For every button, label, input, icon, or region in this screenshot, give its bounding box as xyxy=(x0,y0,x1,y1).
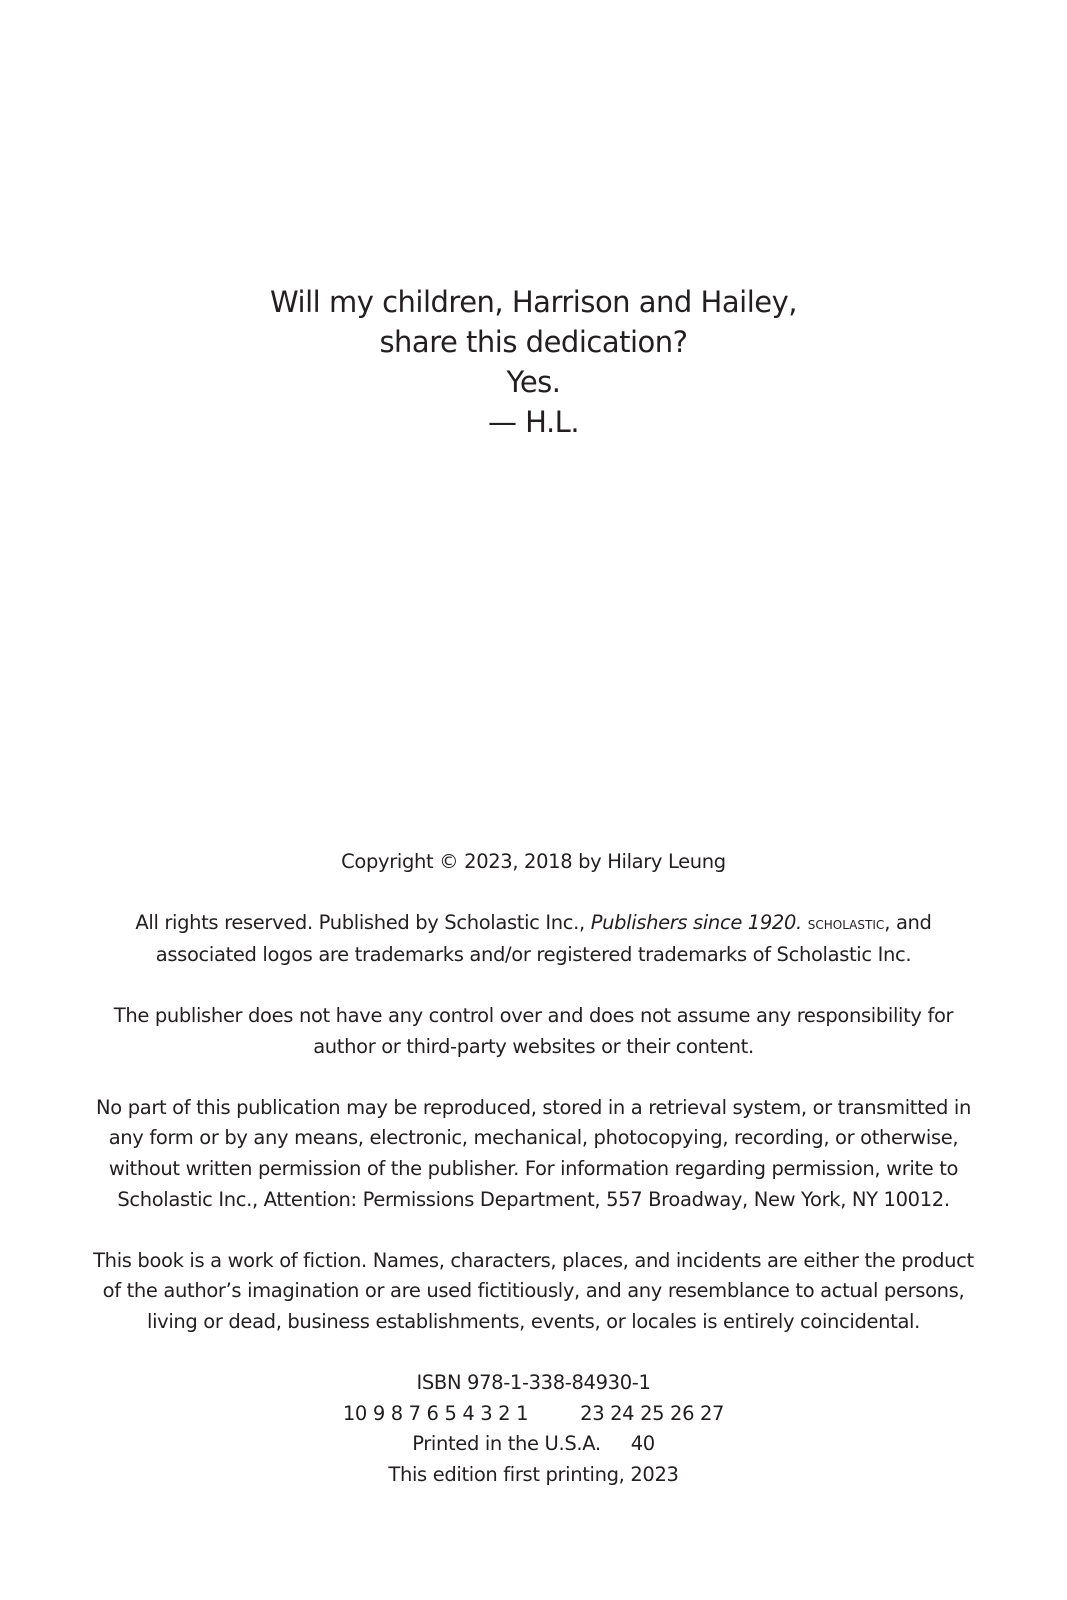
print-line xyxy=(0,1399,1067,1430)
edition-line: This edition first printing, 2023 xyxy=(388,1462,679,1486)
publisher-trademark: scholastic xyxy=(807,914,885,934)
rights-text: All rights reserved. Published by Scholastic Inc., xyxy=(135,911,591,935)
dedication-line: Yes. xyxy=(506,365,561,399)
reproduction-paragraph xyxy=(0,1093,1067,1215)
paragraph-line: Scholastic Inc., Attention: Permissions Department, 557 Broadway, New York, NY 10012. xyxy=(117,1187,950,1211)
dedication xyxy=(0,282,1067,442)
rights-paragraph xyxy=(0,908,1067,970)
fiction-notice-paragraph xyxy=(0,1246,1067,1338)
printed-in-country: Printed in the U.S.A. xyxy=(412,1432,601,1456)
paragraph-line: The publisher does not have any control over and does not assume any responsibility for xyxy=(113,1003,954,1027)
print-run-numbers: 10 9 8 7 6 5 4 3 2 1 xyxy=(342,1401,529,1425)
printing-info xyxy=(0,1368,1067,1490)
dedication-signature: — H.L. xyxy=(487,405,580,439)
print-years: 23 24 25 26 27 xyxy=(580,1401,725,1425)
paragraph-line: author or third-party websites or their content. xyxy=(313,1034,754,1058)
paragraph-line: any form or by any means, electronic, mechanical, photocopying, recording, or otherwise, xyxy=(108,1126,959,1150)
dedication-line: share this dedication? xyxy=(379,325,688,359)
rights-text-end: , and xyxy=(884,911,932,935)
paragraph-line: of the author’s imagination or are used fictitiously, and any resemblance to actual persons, xyxy=(102,1279,965,1303)
copyright-page xyxy=(0,847,1067,1490)
publisher-tagline: Publishers since 1920. xyxy=(590,911,802,935)
paragraph-line: No part of this publication may be reproduced, stored in a retrieval system, or transmitted in xyxy=(96,1095,971,1119)
copyright-line xyxy=(0,847,1067,878)
publisher-control-paragraph xyxy=(0,1001,1067,1062)
dedication-line: Will my children, Harrison and Hailey, xyxy=(270,285,797,319)
printer-code: 40 xyxy=(630,1432,655,1456)
paragraph-line: This book is a work of fiction. Names, characters, places, and incidents are either the product xyxy=(93,1248,974,1272)
copyright-text: Copyright © 2023, 2018 by Hilary Leung xyxy=(341,850,726,873)
paragraph-line: without written permission of the publisher. For information regarding permission, write to xyxy=(108,1156,959,1180)
rights-line-2: associated logos are trademarks and/or registered trademarks of Scholastic Inc. xyxy=(155,942,912,966)
isbn: ISBN 978-1-338-84930-1 xyxy=(416,1371,651,1395)
paragraph-line: living or dead, business establishments, events, or locales is entirely coincidental. xyxy=(147,1309,920,1333)
printed-in-line xyxy=(0,1429,1067,1460)
rights-line-1 xyxy=(0,908,1067,940)
